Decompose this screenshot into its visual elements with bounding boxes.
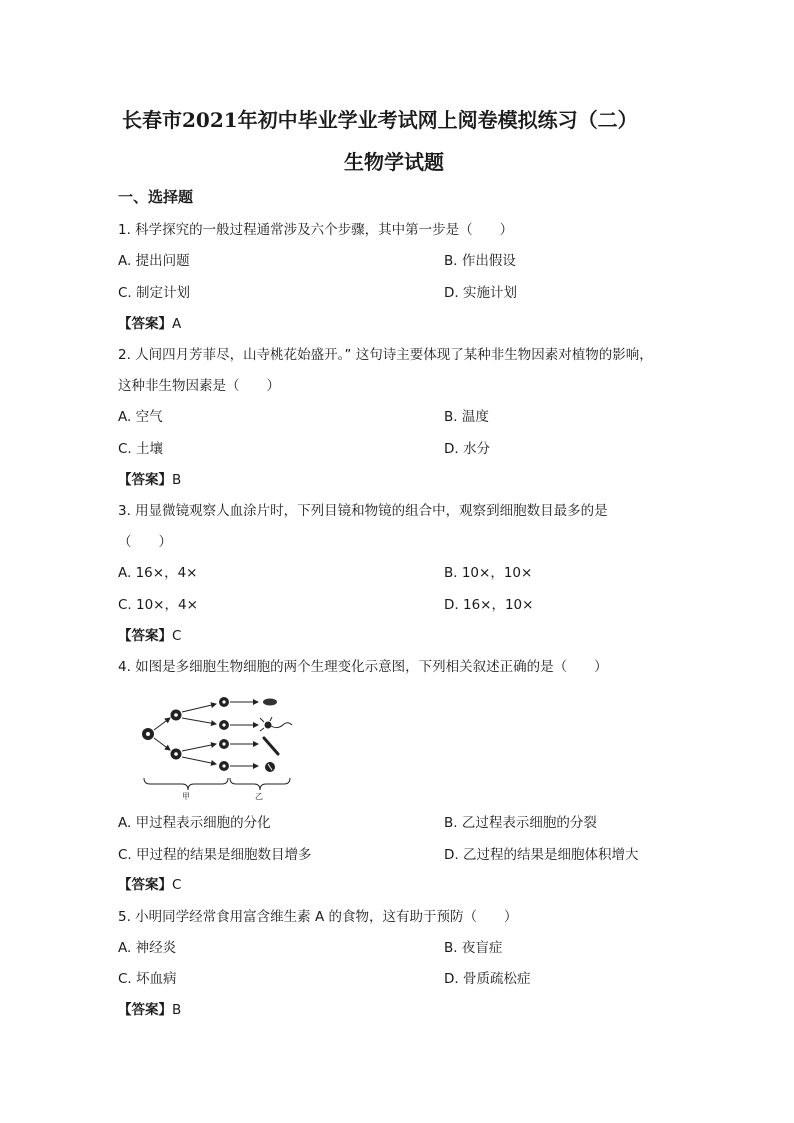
exam-title-line1: 长春市2021年初中毕业学业考试网上阅卷模拟练习（二）	[122, 108, 638, 132]
question-3-answer	[118, 624, 181, 644]
answer-tag: 【答案】	[118, 472, 172, 488]
question-1-answer	[118, 312, 181, 332]
muscle-cell-icon	[264, 738, 278, 754]
daughter-cell-icon	[171, 710, 182, 721]
question-5-option-c: C. 坏血病	[118, 971, 177, 987]
cell-icon	[219, 739, 229, 749]
answer-value: C	[172, 628, 182, 644]
question-1-option-b: B. 作出假设	[444, 253, 516, 269]
question-2-option-a: A. 空气	[118, 409, 163, 425]
section-heading: 一、选择题	[118, 188, 194, 206]
question-2-stem-line1: 2. 人间四月芳菲尽，山寺桃花始盛开。” 这句诗主要体现了某种非生物因素对植物的影响，	[118, 347, 653, 363]
question-3-stem-line2: （ ）	[118, 534, 172, 550]
question-4-option-b: B. 乙过程表示细胞的分裂	[444, 815, 597, 831]
question-4-option-c: C. 甲过程的结果是细胞数目增多	[118, 847, 312, 863]
question-5-answer	[118, 998, 181, 1018]
cell-icon	[219, 720, 229, 730]
figure-svg	[118, 690, 328, 800]
question-1-option-c: C. 制定计划	[118, 285, 191, 301]
answer-value: C	[172, 877, 182, 893]
nerve-cell-icon	[260, 717, 292, 731]
bracket-yi	[230, 778, 290, 790]
cell-division-differentiation-figure	[118, 690, 328, 800]
question-3-option-c: C. 10×，4×	[118, 597, 198, 613]
question-1-option-d: D. 实施计划	[444, 285, 517, 301]
answer-tag: 【答案】	[118, 877, 172, 893]
question-3-option-a: A. 16×，4×	[118, 565, 198, 581]
bracket-jia	[144, 778, 228, 790]
question-3-stem-line1: 3. 用显微镜观察人血涂片时，下列目镜和物镜的组合中，观察到细胞数目最多的是	[118, 503, 608, 519]
answer-value: B	[172, 472, 182, 488]
question-3-option-d: D. 16×，10×	[444, 597, 534, 613]
question-5-option-a: A. 神经炎	[118, 940, 177, 956]
question-2-answer	[118, 468, 181, 488]
question-5-option-b: B. 夜盲症	[444, 940, 503, 956]
answer-tag: 【答案】	[118, 628, 172, 644]
question-3-option-b: B. 10×，10×	[444, 565, 533, 581]
answer-value: B	[172, 1002, 182, 1018]
question-4-option-a: A. 甲过程表示细胞的分化	[118, 815, 271, 831]
exam-title-line2: 生物学试题	[344, 150, 444, 174]
answer-tag: 【答案】	[118, 316, 172, 332]
question-4-option-d: D. 乙过程的结果是细胞体积增大	[444, 847, 639, 863]
answer-value: A	[172, 316, 182, 332]
question-4-answer	[118, 873, 181, 893]
question-2-option-d: D. 水分	[444, 441, 490, 457]
figure-label-yi: 乙	[255, 792, 263, 800]
question-1-stem: 1. 科学探究的一般过程通常涉及六个步骤，其中第一步是（ ）	[118, 222, 514, 238]
mother-cell-icon	[142, 728, 154, 740]
question-2-option-c: C. 土壤	[118, 441, 164, 457]
question-4-stem: 4. 如图是多细胞生物细胞的两个生理变化示意图，下列相关叙述正确的是（ ）	[118, 659, 608, 675]
question-1-option-a: A. 提出问题	[118, 253, 190, 269]
epithelial-cell-icon	[263, 699, 277, 706]
question-5-option-d: D. 骨质疏松症	[444, 971, 531, 987]
answer-tag: 【答案】	[118, 1002, 172, 1018]
figure-label-jia: 甲	[182, 792, 190, 800]
cell-icon	[219, 761, 229, 771]
question-5-stem: 5. 小明同学经常食用富含维生素 A 的食物，这有助于预防（ ）	[118, 909, 518, 925]
cell-icon	[219, 697, 229, 707]
question-2-stem-line2: 这种非生物因素是（ ）	[118, 378, 280, 394]
question-2-option-b: B. 温度	[444, 409, 489, 425]
daughter-cell-icon	[171, 749, 182, 760]
